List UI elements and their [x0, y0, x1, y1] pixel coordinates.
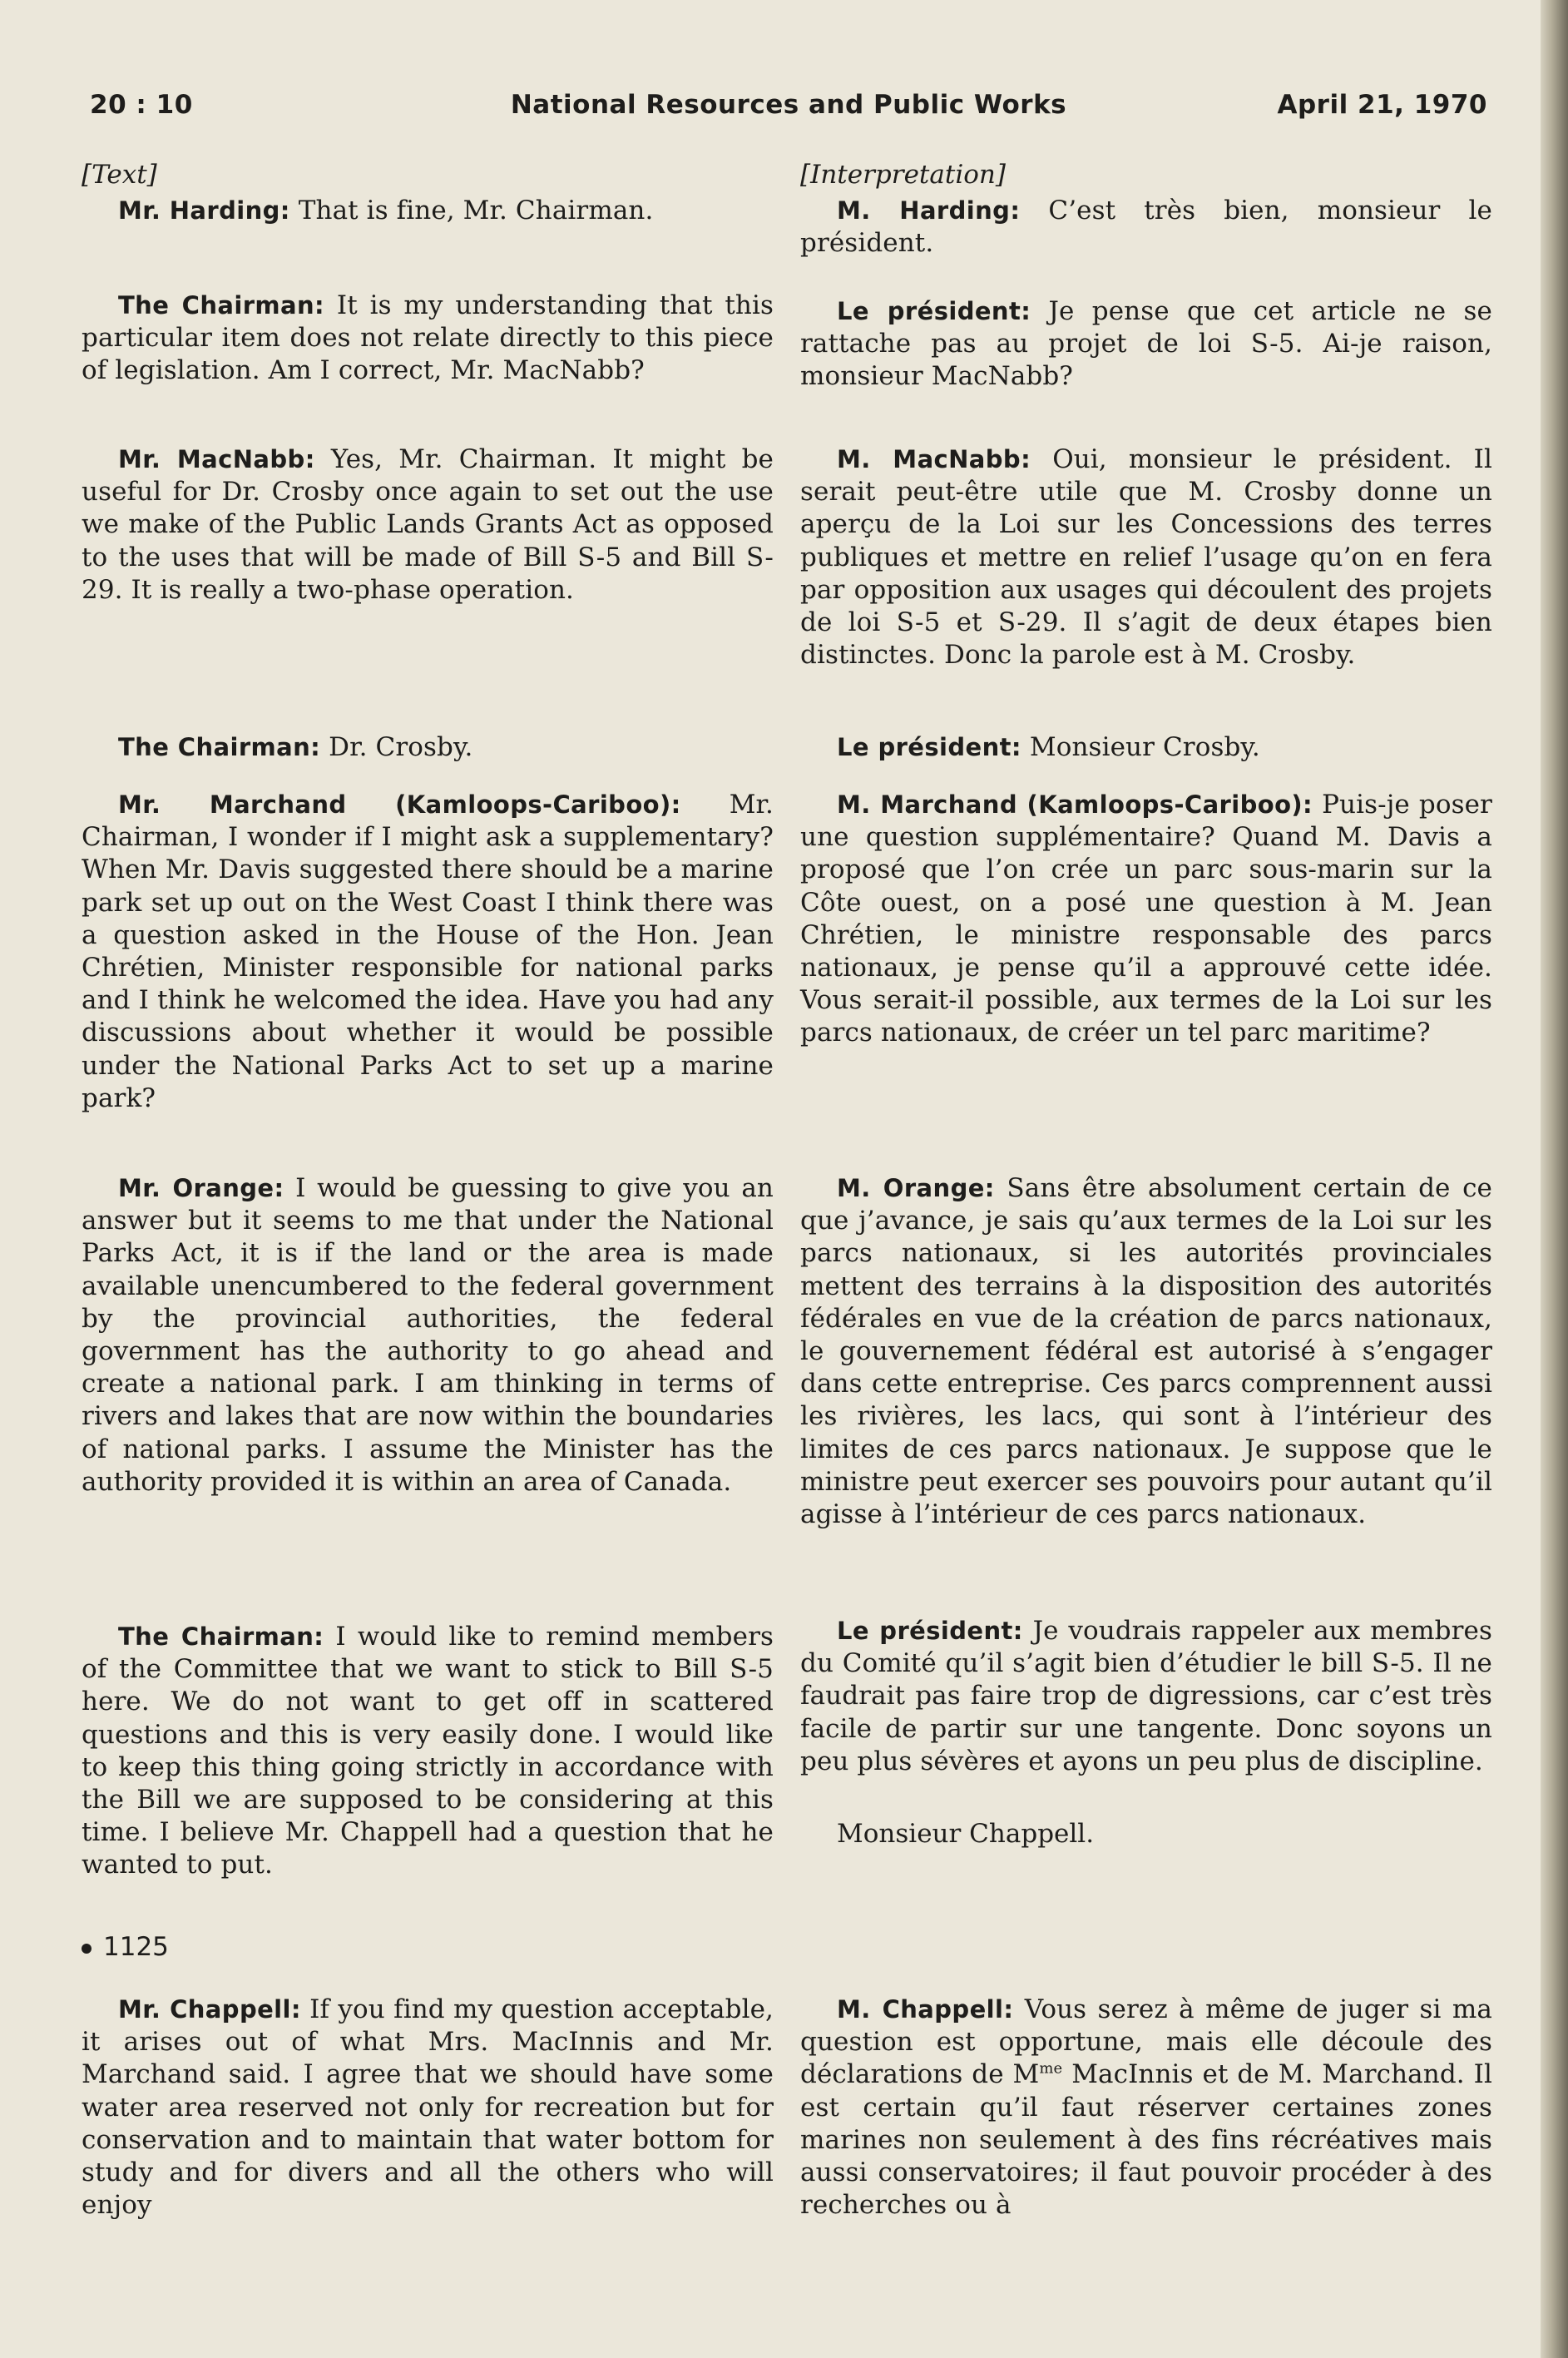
paragraph: [800, 1994, 1492, 2222]
speaker-name: Mr. Chappell:: [118, 1995, 301, 2024]
paragraph: [800, 789, 1492, 1050]
paragraph: [82, 443, 774, 607]
speech-text: Sans être absolument certain de ce que j’avance, je sais qu’aux termes de la Loi sur les parcs nationaux, si les autorités provinciales mettent des terrains à la disposition des autorités fédérales en vue de la création de parcs nationaux, le gouvernement fédéral est autorisé à s’engager dans cette entreprise. Ces parcs comprennent aussi les rivières, les lacs, qui sont à l’intérieur des limites de ces parcs nationaux. Je suppose que le ministre peut exercer ses pouvoirs pour autant qu’il agisse à l’intérieur de ces parcs nationaux.: [800, 1173, 1492, 1530]
speaker-name: The Chairman:: [118, 733, 321, 761]
french-column: [800, 158, 1492, 2255]
language-label: [Interpretation]: [800, 160, 1006, 190]
page-number: 20 : 10: [90, 90, 193, 120]
speech-text: It is my understanding that this particular item does not relate directly to this piece of legislation. Am I correct, Mr. MacNabb?: [82, 290, 774, 386]
speaker-name: M. Harding:: [837, 196, 1021, 225]
speaker-name: Mr. Marchand (Kamloops-Cariboo):: [118, 790, 681, 819]
meeting-date: April 21, 1970: [1277, 90, 1487, 120]
committee-title: National Resources and Public Works: [510, 90, 1067, 120]
speaker-name: M. Marchand (Kamloops-Cariboo):: [837, 790, 1313, 819]
speech-text: Monsieur Chappell.: [837, 1819, 1095, 1849]
paragraph: [82, 195, 774, 227]
speech-text: Monsieur Crosby.: [1029, 732, 1260, 762]
time-marker-value: 1125: [103, 1932, 169, 1962]
paragraph: [800, 295, 1492, 394]
speech-text-continued: MacInnis et de M. Marchand. Il est certain qu’il faut réserver certaines zones marines non seulement à des fins récréatives mais aussi conservatoires; il faut pouvoir procéder à des recherches ou à: [800, 2059, 1492, 2221]
paragraph: [82, 290, 774, 388]
paragraph: [800, 1615, 1492, 1778]
time-marker: [82, 1930, 169, 1964]
speech-text: Oui, monsieur le président. Il serait peut-être utile que M. Crosby donne un aperçu de la Loi sur les Concessions des terres publiques et mettre en relief l’usage qu’on en fera par opposition aux usages qui découlent des projets de loi S-5 et S-29. Il s’agit de deux étapes bien distinctes. Donc la parole est à M. Crosby.: [800, 444, 1492, 671]
speaker-name: M. Orange:: [837, 1174, 995, 1202]
paragraph: [82, 789, 774, 1115]
speech-text: If you find my question acceptable, it arises out of what Mrs. MacInnis and Mr. Marchand said. I agree that we should have some water area reserved not only for recreation but for conservation and to maintain that water bottom for study and for divers and all the others who will enjoy: [82, 1994, 774, 2221]
paragraph: [800, 1172, 1492, 1531]
speaker-name: Le président:: [837, 733, 1021, 761]
speech-text: Je voudrais rappeler aux membres du Comité qu’il s’agit bien d’étudier le bill S-5. Il ne faudrait pas faire trop de digressions, car c’est très facile de partir sur une tangente. Donc soyons un peu plus sévères et ayons un peu plus de discipline.: [800, 1616, 1492, 1776]
speech-text: Je pense que cet article ne se rattache pas au projet de loi S-5. Ai-je raison, monsieur MacNabb?: [800, 296, 1492, 392]
paragraph: [800, 443, 1492, 671]
speaker-name: Mr. Orange:: [118, 1174, 284, 1202]
speech-text: C’est très bien, monsieur le président.: [800, 196, 1492, 259]
paragraph: [800, 195, 1492, 260]
speaker-name: Mr. Harding:: [118, 196, 290, 225]
speech-text: I would be guessing to give you an answer but it seems to me that under the National Parks Act, it is if the land or the area is made available unencumbered to the federal government by the provincial authorities, the federal government has the authority to go ahead and create a national park. I am thinking in terms of rivers and lakes that are now within the boundaries of national parks. I assume the Minister has the authority provided it is within an area of Canada.: [82, 1173, 774, 1497]
bullet-icon: [82, 1944, 92, 1954]
speech-text: That is fine, Mr. Chairman.: [298, 196, 654, 225]
speech-text: Puis-je poser une question supplémentaire? Quand M. Davis a proposé que l’on crée un parc sous-marin sur la Côte ouest, on a posé une question à M. Jean Chrétien, le ministre responsable des parcs nationaux, je pense qu’il a approuvé cette idée. Vous serait-il possible, aux termes de la Loi sur les parcs nationaux, de créer un tel parc maritime?: [800, 790, 1492, 1048]
speech-text: I would like to remind members of the Committee that we want to stick to Bill S-5 here. We do not want to get off in scattered questions and this is very easily done. I would like to keep this thing going strictly in accordance with the Bill we are supposed to be considering at this time. I believe Mr. Chappell had a question that he wanted to put.: [82, 1622, 774, 1880]
paragraph: [800, 731, 1492, 764]
page-header: [90, 90, 1487, 131]
speaker-name: The Chairman:: [118, 291, 325, 320]
page-binding-edge: [1541, 0, 1568, 2358]
paragraph: [82, 1994, 774, 2222]
speaker-name: Le président:: [837, 1617, 1023, 1645]
speaker-name: Le président:: [837, 297, 1031, 325]
speaker-name: M. Chappell:: [837, 1995, 1014, 2024]
speech-text: Mr. Chairman, I wonder if I might ask a supplementary? When Mr. Davis suggested there should be a marine park set up out on the West Coast I think there was a question asked in the House of the Hon. Jean Chrétien, Minister responsible for national parks and I think he welcomed the idea. Have you had any discussions about whether it would be possible under the National Parks Act to set up a marine park?: [82, 790, 774, 1113]
speech-text: Yes, Mr. Chairman. It might be useful for Dr. Crosby once again to set out the use we make of the Public Lands Grants Act as opposed to the uses that will be made of Bill S-5 and Bill S-29. It is really a two-phase operation.: [82, 444, 774, 605]
language-label: [Text]: [82, 160, 157, 190]
english-column: [82, 158, 774, 2255]
speaker-name: M. MacNabb:: [837, 445, 1031, 473]
speaker-name: The Chairman:: [118, 1622, 324, 1651]
speech-text: Vous serez à même de juger si ma question est opportune, mais elle découle des déclarations de: [800, 1994, 1492, 2090]
honorific-mme: $M^{me}$: [1012, 2059, 1063, 2090]
speaker-name: Mr. MacNabb:: [118, 445, 315, 473]
paragraph: [82, 731, 774, 764]
speech-text: Dr. Crosby.: [329, 732, 473, 762]
paragraph: [82, 1172, 774, 1499]
paragraph: [82, 1621, 774, 1882]
